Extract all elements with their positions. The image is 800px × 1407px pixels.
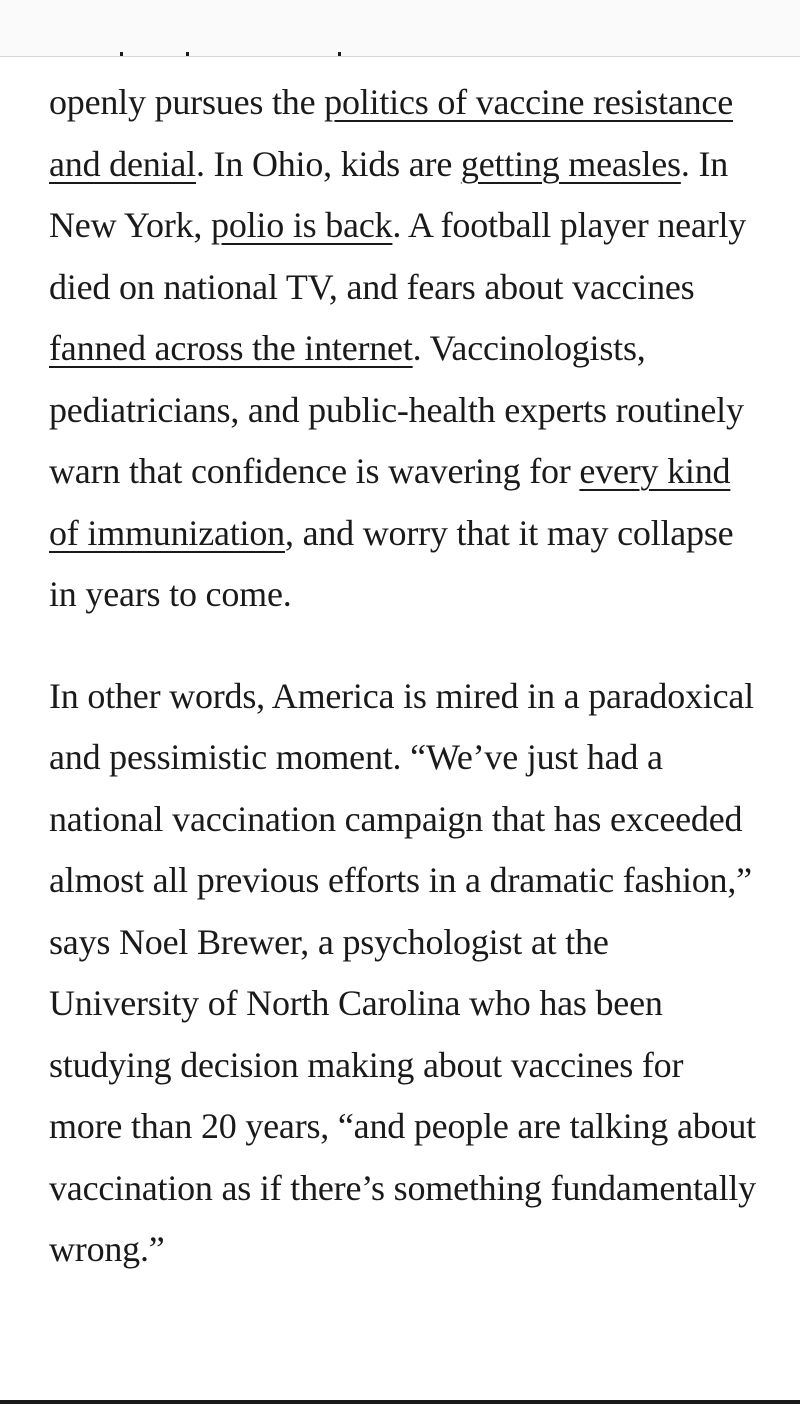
paragraph-text: . A football player nearly died on national TV, and fears about vaccines bbox=[49, 205, 747, 307]
clipped-text-fragment bbox=[338, 52, 341, 57]
clipped-text-fragment bbox=[120, 52, 123, 57]
link-every-kind-of-immunization[interactable]: every kind of immunization bbox=[49, 451, 731, 553]
link-fanned-across-the-internet[interactable]: fanned across the internet bbox=[49, 328, 413, 368]
link-politics-of-vaccine-resistance[interactable]: politics of vaccine resistance and denial bbox=[49, 82, 733, 184]
article-body bbox=[49, 72, 761, 1321]
paragraph-text: . In Ohio, kids are bbox=[195, 143, 461, 184]
paragraph-text: . Vaccinologists, pediatricians, and public-health experts routinely warn that confidence is wavering for bbox=[49, 328, 744, 491]
article-paragraph bbox=[49, 72, 761, 626]
top-toolbar bbox=[0, 0, 800, 57]
paragraph-text: openly pursues the bbox=[49, 82, 325, 122]
paragraph-text: , and worry that it may collapse in years to come. bbox=[49, 512, 734, 614]
link-polio-is-back[interactable]: polio is back bbox=[211, 205, 393, 245]
bottom-divider bbox=[0, 1400, 800, 1404]
clipped-text-fragment bbox=[186, 52, 189, 57]
link-getting-measles[interactable]: getting measles bbox=[460, 143, 681, 184]
paragraph-text: . In New York, bbox=[49, 143, 729, 245]
article-paragraph: In other words, America is mired in a paradoxical and pessimistic moment. “We’ve just had a national vaccination campaign that has exceeded almost all previous efforts in a dramatic fashion,” says Noel Brewer, a psychologist at the University of North Carolina who has been studying decision making about vaccines for more than 20 years, “and people are talking about vaccination as if there’s something fundamentally wrong.” bbox=[49, 675, 756, 1269]
